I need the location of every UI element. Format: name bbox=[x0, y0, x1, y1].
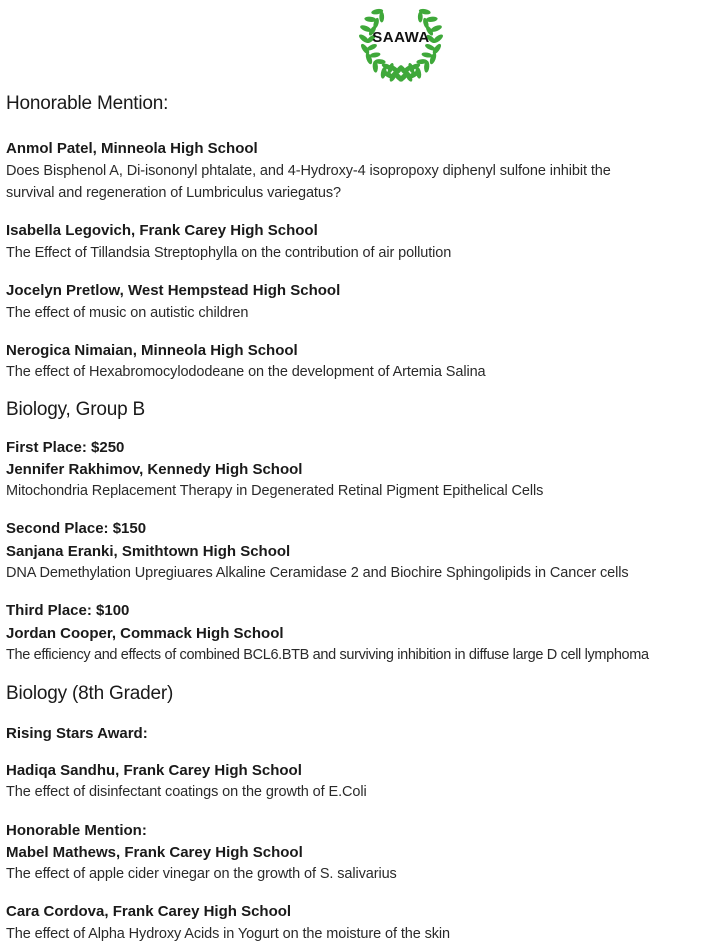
logo-text: SAAWA bbox=[372, 29, 430, 46]
entry-description: The effect of apple cider vinegar on the growth of S. salivarius bbox=[6, 866, 397, 882]
entry-description: The effect of Hexabromocylododeane on the development of Artemia Salina bbox=[6, 364, 486, 380]
entry-description: DNA Demethylation Upregiuares Alkaline Ceramidase 2 and Biochire Sphingolipids in Cancer cells bbox=[6, 565, 629, 581]
entry-description: The effect of disinfectant coatings on the growth of E.Coli bbox=[6, 784, 367, 800]
section-title-group-b: Biology, Group B bbox=[6, 399, 146, 420]
place-label: First Place: $250 bbox=[6, 439, 125, 456]
entry-description: Mitochondria Replacement Therapy in Degenerated Retinal Pigment Epithelical Cells bbox=[6, 483, 544, 499]
entry-name: Jennifer Rakhimov, Kennedy High School bbox=[6, 461, 303, 478]
entry-name: Sanjana Eranki, Smithtown High School bbox=[6, 543, 291, 560]
section-title-honorable-mention: Honorable Mention: bbox=[6, 93, 169, 114]
saawa-logo bbox=[357, 0, 445, 82]
entry-name: Nerogica Nimaian, Minneola High School bbox=[6, 342, 298, 359]
entry-name: Mabel Mathews, Frank Carey High School bbox=[6, 844, 303, 861]
award-label: Rising Stars Award: bbox=[6, 725, 148, 742]
entry-description: The efficiency and effects of combined BCL6.BTB and surviving inhibition in diffuse large D cell lymphoma bbox=[6, 647, 649, 663]
award-label: Honorable Mention: bbox=[6, 822, 147, 839]
entry-description: The effect of Alpha Hydroxy Acids in Yogurt on the moisture of the skin bbox=[6, 926, 451, 942]
entry-description: The Effect of Tillandsia Streptophylla on the contribution of air pollution bbox=[6, 245, 452, 261]
section-title-8th-grader: Biology (8th Grader) bbox=[6, 683, 174, 704]
place-label: Second Place: $150 bbox=[6, 520, 147, 537]
entry-name: Cara Cordova, Frank Carey High School bbox=[6, 903, 292, 920]
entry-name: Anmol Patel, Minneola High School bbox=[6, 140, 258, 157]
entry-name: Isabella Legovich, Frank Carey High School bbox=[6, 222, 318, 239]
entry-description: The effect of music on autistic children bbox=[6, 305, 249, 321]
entry-description: survival and regeneration of Lumbriculus variegatus? bbox=[6, 185, 341, 201]
entry-description: Does Bisphenol A, Di-isononyl phtalate, and 4-Hydroxy-4 isopropoxy diphenyl sulfone inhibit the bbox=[6, 163, 611, 179]
entry-name: Jocelyn Pretlow, West Hempstead High School bbox=[6, 282, 341, 299]
entry-name: Jordan Cooper, Commack High School bbox=[6, 625, 284, 642]
place-label: Third Place: $100 bbox=[6, 602, 130, 619]
entry-name: Hadiqa Sandhu, Frank Carey High School bbox=[6, 762, 302, 779]
